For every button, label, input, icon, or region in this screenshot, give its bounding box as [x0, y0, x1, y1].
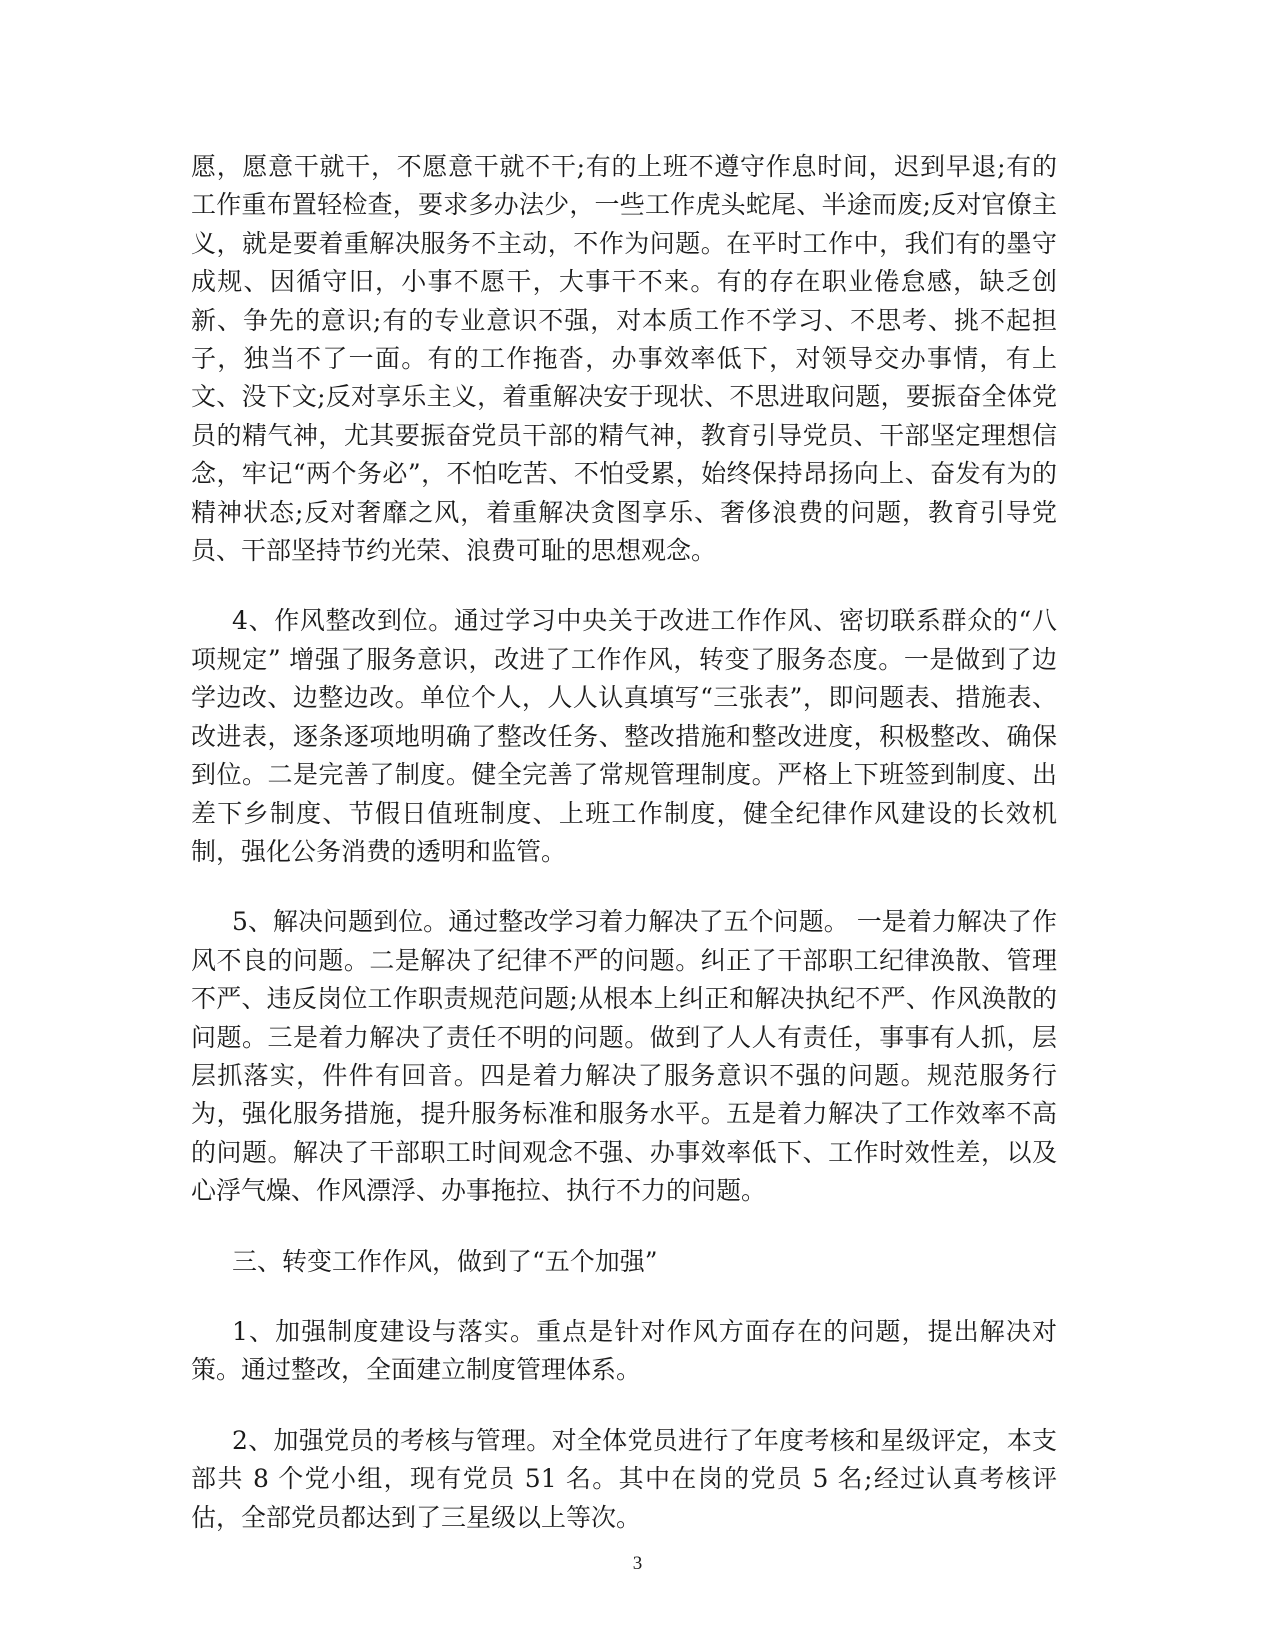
page-number: 3: [632, 1553, 643, 1574]
paragraph-strengthen-2: 2、加强党员的考核与管理。对全体党员进行了年度考核和星级评定，本支部共 8 个党小组，现有党员 51 名。其中在岗的党员 5 名;经过认真考核评估，全部党员都达到了三星级以上等次。: [191, 1425, 1057, 1532]
paragraph-strengthen-1: 1、加强制度建设与落实。重点是针对作风方面存在的问题，提出解决对策。通过整改，全面建立制度管理体系。: [191, 1316, 1057, 1385]
paragraph-item-4: 4、作风整改到位。通过学习中央关于改进工作作风、密切联系群众的“八项规定” 增强了服务意识，改进了工作作风，转变了服务态度。一是做到了边学边改、边整边改。单位个人，人人认真填写“三张表”，即问题表、措施表、改进表，逐条逐项地明确了整改任务、整改措施和整改进度，积极整改、确保到位。二是完善了制度。健全完善了常规管理制度。严格上下班签到制度、出差下乡制度、节假日值班制度、上班工作制度，健全纪律作风建设的长效机制，强化公务消费的透明和监管。: [191, 606, 1057, 866]
section-heading-three: 三、转变工作作风，做到了“五个加强”: [232, 1246, 658, 1276]
paragraph-item-5: 5、解决问题到位。通过整改学习着力解决了五个问题。 一是着力解决了作风不良的问题。二是解决了纪律不严的问题。纠正了干部职工纪律涣散、管理不严、违反岗位工作职责规范问题;从根本上纠正和解决执纪不严、作风涣散的问题。三是着力解决了责任不明的问题。做到了人人有责任，事事有人抓，层层抓落实，件件有回音。四是着力解决了服务意识不强的问题。规范服务行为，强化服务措施，提升服务标准和服务水平。五是着力解决了工作效率不高的问题。解决了干部职工时间观念不强、办事效率低下、工作时效性差，以及心浮气燥、作风漂浮、办事拖拉、执行不力的问题。: [191, 907, 1057, 1206]
body-text: [191, 148, 1057, 1569]
paragraph-continued: 愿，愿意干就干，不愿意干就不干;有的上班不遵守作息时间，迟到早退;有的工作重布置轻检查，要求多办法少，一些工作虎头蛇尾、半途而废;反对官僚主义，就是要着重解决服务不主动，不作为问题。在平时工作中，我们有的墨守成规、因循守旧，小事不愿干，大事干不来。有的存在职业倦怠感，缺乏创新、争先的意识;有的专业意识不强，对本质工作不学习、不思考、挑不起担子，独当不了一面。有的工作拖沓，办事效率低下，对领导交办事情，有上文、没下文;反对享乐主义，着重解决安于现状、不思进取问题，要振奋全体党员的精气神，尤其要振奋党员干部的精气神，教育引导党员、干部坚定理想信念，牢记“两个务必”，不怕吃苦、不怕受累，始终保持昂扬向上、奋发有为的精神状态;反对奢靡之风，着重解决贪图享乐、奢侈浪费的问题，教育引导党员、干部坚持节约光荣、浪费可耻的思想观念。: [191, 152, 1057, 566]
